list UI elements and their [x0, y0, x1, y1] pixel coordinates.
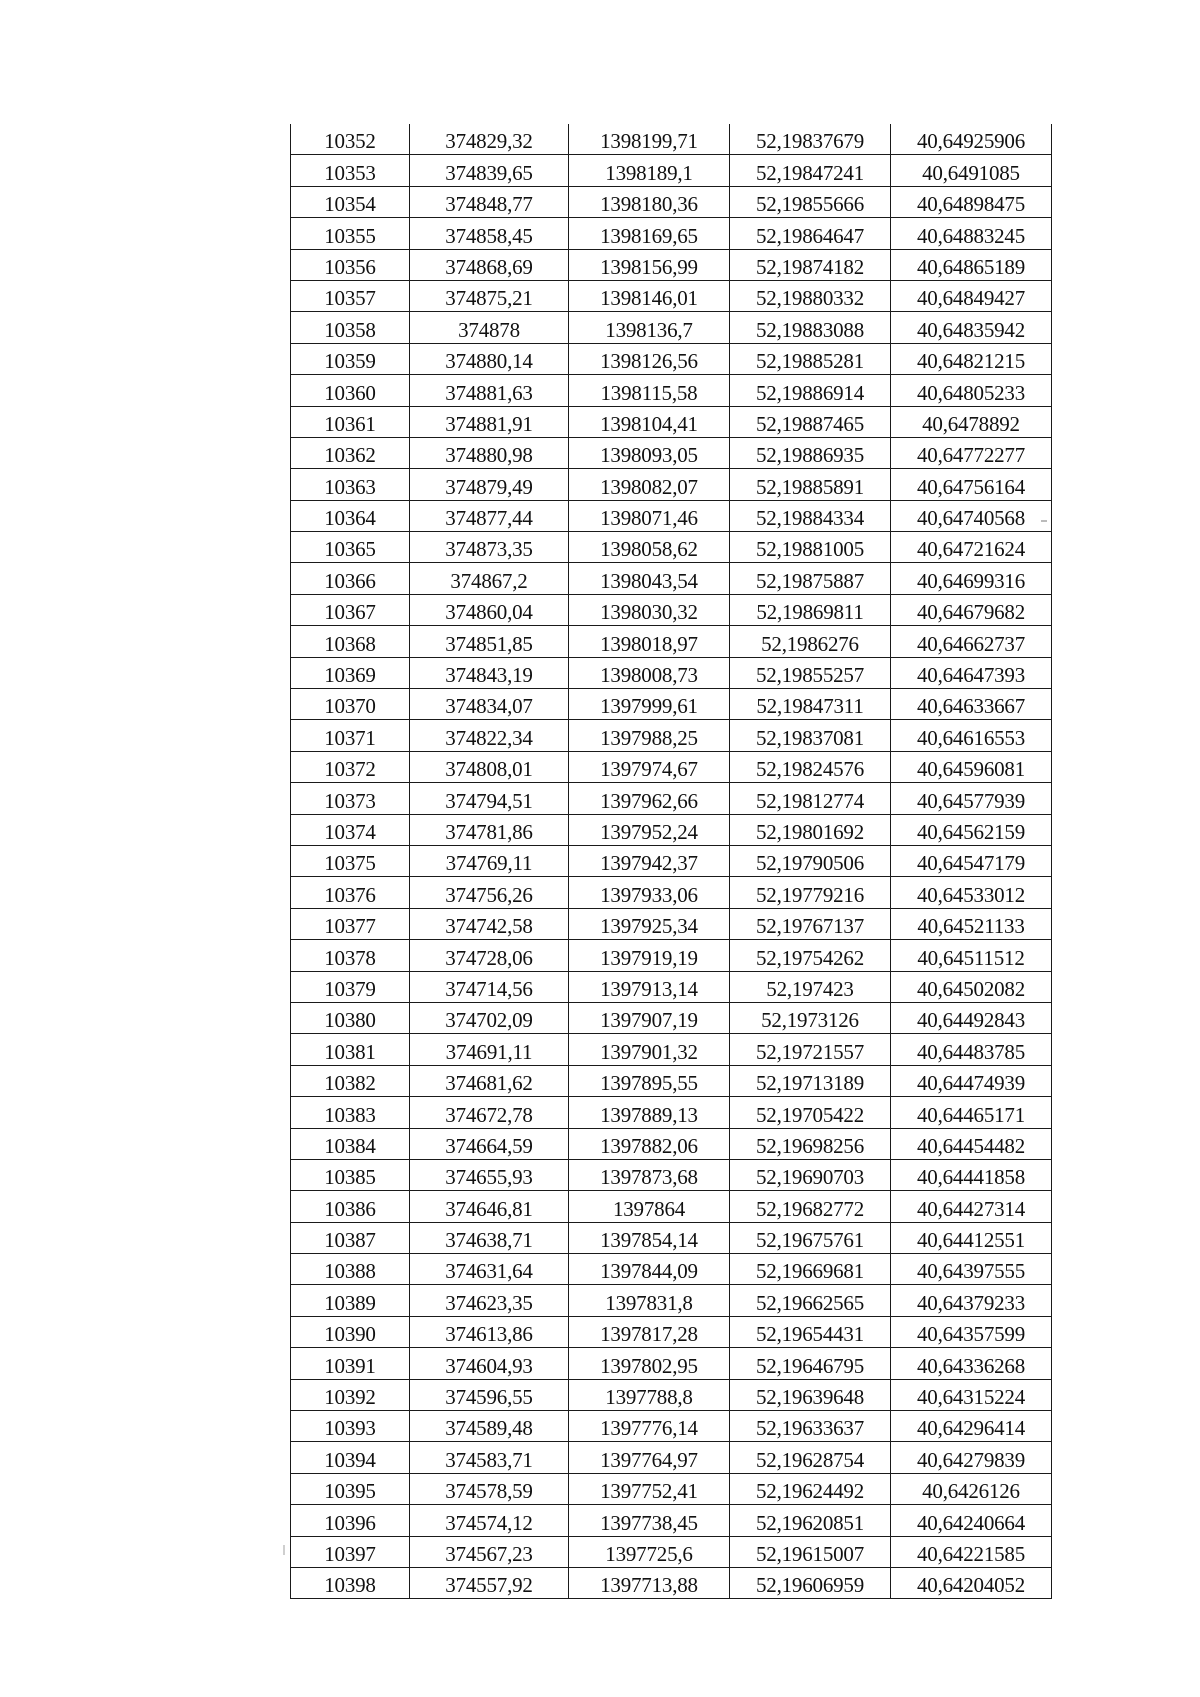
x-coordinate-cell: 374781,86 — [410, 814, 569, 845]
longitude-cell: 40,64465171 — [891, 1097, 1052, 1128]
longitude-cell: 40,64772277 — [891, 437, 1052, 468]
point-number-cell: 10361 — [291, 406, 410, 437]
y-coordinate-cell: 1397942,37 — [569, 845, 730, 876]
y-coordinate-cell: 1397873,68 — [569, 1159, 730, 1190]
x-coordinate-cell: 374655,93 — [410, 1159, 569, 1190]
table-row — [291, 155, 1052, 186]
point-number-cell: 10354 — [291, 186, 410, 217]
x-coordinate-cell: 374794,51 — [410, 783, 569, 814]
x-coordinate-cell: 374873,35 — [410, 532, 569, 563]
scan-artifact — [283, 1545, 285, 1555]
table-row — [291, 218, 1052, 249]
point-number-cell: 10379 — [291, 971, 410, 1002]
longitude-cell: 40,6478892 — [891, 406, 1052, 437]
longitude-cell: 40,64740568 — [891, 500, 1052, 531]
longitude-cell: 40,64805233 — [891, 375, 1052, 406]
x-coordinate-cell: 374834,07 — [410, 689, 569, 720]
table-row — [291, 1285, 1052, 1316]
table-row — [291, 500, 1052, 531]
y-coordinate-cell: 1398199,71 — [569, 124, 730, 155]
latitude-cell: 52,19881005 — [730, 532, 891, 563]
table-row — [291, 1034, 1052, 1065]
point-number-cell: 10393 — [291, 1411, 410, 1442]
latitude-cell: 52,19721557 — [730, 1034, 891, 1065]
longitude-cell: 40,64756164 — [891, 469, 1052, 500]
table-row — [291, 689, 1052, 720]
table-row — [291, 312, 1052, 343]
x-coordinate-cell: 374880,14 — [410, 343, 569, 374]
x-coordinate-cell: 374567,23 — [410, 1536, 569, 1567]
y-coordinate-cell: 1397913,14 — [569, 971, 730, 1002]
point-number-cell: 10365 — [291, 532, 410, 563]
longitude-cell: 40,64835942 — [891, 312, 1052, 343]
longitude-cell: 40,64616553 — [891, 720, 1052, 751]
latitude-cell: 52,19675761 — [730, 1222, 891, 1253]
y-coordinate-cell: 1398115,58 — [569, 375, 730, 406]
latitude-cell: 52,19639648 — [730, 1379, 891, 1410]
y-coordinate-cell: 1397802,95 — [569, 1348, 730, 1379]
longitude-cell: 40,64204052 — [891, 1567, 1052, 1598]
table-row — [291, 1191, 1052, 1222]
latitude-cell: 52,19864647 — [730, 218, 891, 249]
x-coordinate-cell: 374878 — [410, 312, 569, 343]
y-coordinate-cell: 1397988,25 — [569, 720, 730, 751]
y-coordinate-cell: 1398104,41 — [569, 406, 730, 437]
table-row — [291, 249, 1052, 280]
point-number-cell: 10368 — [291, 626, 410, 657]
table-row — [291, 751, 1052, 782]
longitude-cell: 40,64412551 — [891, 1222, 1052, 1253]
latitude-cell: 52,19713189 — [730, 1065, 891, 1096]
point-number-cell: 10372 — [291, 751, 410, 782]
y-coordinate-cell: 1398043,54 — [569, 563, 730, 594]
table-row — [291, 124, 1052, 155]
longitude-cell: 40,64483785 — [891, 1034, 1052, 1065]
point-number-cell: 10356 — [291, 249, 410, 280]
y-coordinate-cell: 1398146,01 — [569, 280, 730, 311]
latitude-cell: 52,19847241 — [730, 155, 891, 186]
point-number-cell: 10364 — [291, 500, 410, 531]
y-coordinate-cell: 1397933,06 — [569, 877, 730, 908]
latitude-cell: 52,19698256 — [730, 1128, 891, 1159]
x-coordinate-cell: 374672,78 — [410, 1097, 569, 1128]
table-row — [291, 1567, 1052, 1598]
x-coordinate-cell: 374681,62 — [410, 1065, 569, 1096]
x-coordinate-cell: 374848,77 — [410, 186, 569, 217]
table-row — [291, 940, 1052, 971]
latitude-cell: 52,1986276 — [730, 626, 891, 657]
latitude-cell: 52,19801692 — [730, 814, 891, 845]
latitude-cell: 52,19620851 — [730, 1505, 891, 1536]
y-coordinate-cell: 1398058,62 — [569, 532, 730, 563]
longitude-cell: 40,64454482 — [891, 1128, 1052, 1159]
x-coordinate-cell: 374557,92 — [410, 1567, 569, 1598]
point-number-cell: 10383 — [291, 1097, 410, 1128]
point-number-cell: 10355 — [291, 218, 410, 249]
y-coordinate-cell: 1398126,56 — [569, 343, 730, 374]
y-coordinate-cell: 1397952,24 — [569, 814, 730, 845]
latitude-cell: 52,19837679 — [730, 124, 891, 155]
longitude-cell: 40,64562159 — [891, 814, 1052, 845]
table-row — [291, 1002, 1052, 1033]
table-row — [291, 375, 1052, 406]
x-coordinate-cell: 374808,01 — [410, 751, 569, 782]
table-row — [291, 1097, 1052, 1128]
longitude-cell: 40,64647393 — [891, 657, 1052, 688]
longitude-cell: 40,64662737 — [891, 626, 1052, 657]
longitude-cell: 40,64240664 — [891, 1505, 1052, 1536]
latitude-cell: 52,19847311 — [730, 689, 891, 720]
y-coordinate-cell: 1397901,32 — [569, 1034, 730, 1065]
y-coordinate-cell: 1397925,34 — [569, 908, 730, 939]
y-coordinate-cell: 1398136,7 — [569, 312, 730, 343]
table-row — [291, 908, 1052, 939]
longitude-cell: 40,64502082 — [891, 971, 1052, 1002]
latitude-cell: 52,19884334 — [730, 500, 891, 531]
latitude-cell: 52,1973126 — [730, 1002, 891, 1033]
point-number-cell: 10371 — [291, 720, 410, 751]
y-coordinate-cell: 1398082,07 — [569, 469, 730, 500]
point-number-cell: 10374 — [291, 814, 410, 845]
x-coordinate-cell: 374623,35 — [410, 1285, 569, 1316]
x-coordinate-cell: 374702,09 — [410, 1002, 569, 1033]
latitude-cell: 52,19875887 — [730, 563, 891, 594]
longitude-cell: 40,64279839 — [891, 1442, 1052, 1473]
table-row — [291, 1128, 1052, 1159]
y-coordinate-cell: 1397907,19 — [569, 1002, 730, 1033]
latitude-cell: 52,19690703 — [730, 1159, 891, 1190]
table-row — [291, 626, 1052, 657]
y-coordinate-cell: 1398093,05 — [569, 437, 730, 468]
longitude-cell: 40,6426126 — [891, 1473, 1052, 1504]
latitude-cell: 52,19855257 — [730, 657, 891, 688]
latitude-cell: 52,19885891 — [730, 469, 891, 500]
x-coordinate-cell: 374829,32 — [410, 124, 569, 155]
table-row — [291, 343, 1052, 374]
point-number-cell: 10359 — [291, 343, 410, 374]
point-number-cell: 10385 — [291, 1159, 410, 1190]
longitude-cell: 40,64533012 — [891, 877, 1052, 908]
point-number-cell: 10369 — [291, 657, 410, 688]
x-coordinate-cell: 374613,86 — [410, 1316, 569, 1347]
longitude-cell: 40,64296414 — [891, 1411, 1052, 1442]
y-coordinate-cell: 1397919,19 — [569, 940, 730, 971]
longitude-cell: 40,6491085 — [891, 155, 1052, 186]
table-row — [291, 877, 1052, 908]
longitude-cell: 40,64925906 — [891, 124, 1052, 155]
x-coordinate-cell: 374742,58 — [410, 908, 569, 939]
y-coordinate-cell: 1397844,09 — [569, 1254, 730, 1285]
latitude-cell: 52,19779216 — [730, 877, 891, 908]
longitude-cell: 40,64379233 — [891, 1285, 1052, 1316]
point-number-cell: 10397 — [291, 1536, 410, 1567]
x-coordinate-cell: 374583,71 — [410, 1442, 569, 1473]
longitude-cell: 40,64883245 — [891, 218, 1052, 249]
point-number-cell: 10387 — [291, 1222, 410, 1253]
latitude-cell: 52,197423 — [730, 971, 891, 1002]
y-coordinate-cell: 1397864 — [569, 1191, 730, 1222]
latitude-cell: 52,19662565 — [730, 1285, 891, 1316]
point-number-cell: 10362 — [291, 437, 410, 468]
point-number-cell: 10367 — [291, 594, 410, 625]
longitude-cell: 40,64521133 — [891, 908, 1052, 939]
table-row — [291, 1536, 1052, 1567]
x-coordinate-cell: 374646,81 — [410, 1191, 569, 1222]
longitude-cell: 40,64898475 — [891, 186, 1052, 217]
table-row — [291, 1379, 1052, 1410]
y-coordinate-cell: 1397831,8 — [569, 1285, 730, 1316]
y-coordinate-cell: 1397962,66 — [569, 783, 730, 814]
latitude-cell: 52,19624492 — [730, 1473, 891, 1504]
table-row — [291, 1159, 1052, 1190]
table-row — [291, 1411, 1052, 1442]
x-coordinate-cell: 374664,59 — [410, 1128, 569, 1159]
latitude-cell: 52,19887465 — [730, 406, 891, 437]
latitude-cell: 52,19886914 — [730, 375, 891, 406]
x-coordinate-cell: 374589,48 — [410, 1411, 569, 1442]
latitude-cell: 52,19869811 — [730, 594, 891, 625]
longitude-cell: 40,64336268 — [891, 1348, 1052, 1379]
point-number-cell: 10358 — [291, 312, 410, 343]
table-row — [291, 594, 1052, 625]
point-number-cell: 10357 — [291, 280, 410, 311]
longitude-cell: 40,64577939 — [891, 783, 1052, 814]
latitude-cell: 52,19682772 — [730, 1191, 891, 1222]
point-number-cell: 10381 — [291, 1034, 410, 1065]
point-number-cell: 10380 — [291, 1002, 410, 1033]
longitude-cell: 40,64821215 — [891, 343, 1052, 374]
point-number-cell: 10352 — [291, 124, 410, 155]
latitude-cell: 52,19615007 — [730, 1536, 891, 1567]
x-coordinate-cell: 374877,44 — [410, 500, 569, 531]
longitude-cell: 40,64633667 — [891, 689, 1052, 720]
table-row — [291, 720, 1052, 751]
latitude-cell: 52,19628754 — [730, 1442, 891, 1473]
point-number-cell: 10386 — [291, 1191, 410, 1222]
point-number-cell: 10389 — [291, 1285, 410, 1316]
x-coordinate-cell: 374858,45 — [410, 218, 569, 249]
point-number-cell: 10382 — [291, 1065, 410, 1096]
y-coordinate-cell: 1397882,06 — [569, 1128, 730, 1159]
longitude-cell: 40,64865189 — [891, 249, 1052, 280]
x-coordinate-cell: 374578,59 — [410, 1473, 569, 1504]
latitude-cell: 52,19606959 — [730, 1567, 891, 1598]
y-coordinate-cell: 1397854,14 — [569, 1222, 730, 1253]
table-row — [291, 186, 1052, 217]
y-coordinate-cell: 1398071,46 — [569, 500, 730, 531]
table-row — [291, 971, 1052, 1002]
y-coordinate-cell: 1398030,32 — [569, 594, 730, 625]
point-number-cell: 10395 — [291, 1473, 410, 1504]
coordinates-table-body — [291, 124, 1052, 1599]
x-coordinate-cell: 374574,12 — [410, 1505, 569, 1536]
longitude-cell: 40,64474939 — [891, 1065, 1052, 1096]
longitude-cell: 40,64427314 — [891, 1191, 1052, 1222]
x-coordinate-cell: 374822,34 — [410, 720, 569, 751]
latitude-cell: 52,19669681 — [730, 1254, 891, 1285]
latitude-cell: 52,19880332 — [730, 280, 891, 311]
point-number-cell: 10363 — [291, 469, 410, 500]
table-row — [291, 657, 1052, 688]
x-coordinate-cell: 374851,85 — [410, 626, 569, 657]
x-coordinate-cell: 374880,98 — [410, 437, 569, 468]
table-row — [291, 563, 1052, 594]
point-number-cell: 10390 — [291, 1316, 410, 1347]
x-coordinate-cell: 374631,64 — [410, 1254, 569, 1285]
x-coordinate-cell: 374867,2 — [410, 563, 569, 594]
latitude-cell: 52,19705422 — [730, 1097, 891, 1128]
longitude-cell: 40,64679682 — [891, 594, 1052, 625]
point-number-cell: 10375 — [291, 845, 410, 876]
point-number-cell: 10396 — [291, 1505, 410, 1536]
table-row — [291, 1505, 1052, 1536]
longitude-cell: 40,64849427 — [891, 280, 1052, 311]
latitude-cell: 52,19837081 — [730, 720, 891, 751]
point-number-cell: 10394 — [291, 1442, 410, 1473]
latitude-cell: 52,19767137 — [730, 908, 891, 939]
y-coordinate-cell: 1398169,65 — [569, 218, 730, 249]
point-number-cell: 10353 — [291, 155, 410, 186]
table-row — [291, 1254, 1052, 1285]
x-coordinate-cell: 374714,56 — [410, 971, 569, 1002]
latitude-cell: 52,19824576 — [730, 751, 891, 782]
table-row — [291, 783, 1052, 814]
point-number-cell: 10398 — [291, 1567, 410, 1598]
point-number-cell: 10370 — [291, 689, 410, 720]
longitude-cell: 40,64221585 — [891, 1536, 1052, 1567]
point-number-cell: 10373 — [291, 783, 410, 814]
x-coordinate-cell: 374769,11 — [410, 845, 569, 876]
latitude-cell: 52,19886935 — [730, 437, 891, 468]
y-coordinate-cell: 1397713,88 — [569, 1567, 730, 1598]
x-coordinate-cell: 374691,11 — [410, 1034, 569, 1065]
x-coordinate-cell: 374860,04 — [410, 594, 569, 625]
longitude-cell: 40,64441858 — [891, 1159, 1052, 1190]
latitude-cell: 52,19790506 — [730, 845, 891, 876]
y-coordinate-cell: 1397817,28 — [569, 1316, 730, 1347]
point-number-cell: 10388 — [291, 1254, 410, 1285]
y-coordinate-cell: 1398180,36 — [569, 186, 730, 217]
y-coordinate-cell: 1397776,14 — [569, 1411, 730, 1442]
point-number-cell: 10377 — [291, 908, 410, 939]
point-number-cell: 10391 — [291, 1348, 410, 1379]
table-row — [291, 437, 1052, 468]
table-row — [291, 845, 1052, 876]
latitude-cell: 52,19633637 — [730, 1411, 891, 1442]
x-coordinate-cell: 374596,55 — [410, 1379, 569, 1410]
x-coordinate-cell: 374875,21 — [410, 280, 569, 311]
latitude-cell: 52,19654431 — [730, 1316, 891, 1347]
y-coordinate-cell: 1397752,41 — [569, 1473, 730, 1504]
y-coordinate-cell: 1397725,6 — [569, 1536, 730, 1567]
x-coordinate-cell: 374881,63 — [410, 375, 569, 406]
y-coordinate-cell: 1397788,8 — [569, 1379, 730, 1410]
table-row — [291, 1473, 1052, 1504]
table-row — [291, 1316, 1052, 1347]
table-row — [291, 1065, 1052, 1096]
y-coordinate-cell: 1397764,97 — [569, 1442, 730, 1473]
table-row — [291, 532, 1052, 563]
scan-artifact — [1041, 520, 1047, 522]
x-coordinate-cell: 374756,26 — [410, 877, 569, 908]
longitude-cell: 40,64721624 — [891, 532, 1052, 563]
x-coordinate-cell: 374604,93 — [410, 1348, 569, 1379]
longitude-cell: 40,64547179 — [891, 845, 1052, 876]
x-coordinate-cell: 374839,65 — [410, 155, 569, 186]
x-coordinate-cell: 374868,69 — [410, 249, 569, 280]
table-row — [291, 1222, 1052, 1253]
table-row — [291, 1348, 1052, 1379]
latitude-cell: 52,19885281 — [730, 343, 891, 374]
table-row — [291, 469, 1052, 500]
y-coordinate-cell: 1398018,97 — [569, 626, 730, 657]
y-coordinate-cell: 1397974,67 — [569, 751, 730, 782]
table-row — [291, 280, 1052, 311]
y-coordinate-cell: 1397889,13 — [569, 1097, 730, 1128]
point-number-cell: 10384 — [291, 1128, 410, 1159]
point-number-cell: 10360 — [291, 375, 410, 406]
x-coordinate-cell: 374881,91 — [410, 406, 569, 437]
x-coordinate-cell: 374638,71 — [410, 1222, 569, 1253]
longitude-cell: 40,64315224 — [891, 1379, 1052, 1410]
x-coordinate-cell: 374879,49 — [410, 469, 569, 500]
latitude-cell: 52,19883088 — [730, 312, 891, 343]
latitude-cell: 52,19855666 — [730, 186, 891, 217]
y-coordinate-cell: 1398156,99 — [569, 249, 730, 280]
y-coordinate-cell: 1398189,1 — [569, 155, 730, 186]
table-row — [291, 1442, 1052, 1473]
point-number-cell: 10376 — [291, 877, 410, 908]
longitude-cell: 40,64492843 — [891, 1002, 1052, 1033]
latitude-cell: 52,19874182 — [730, 249, 891, 280]
latitude-cell: 52,19646795 — [730, 1348, 891, 1379]
y-coordinate-cell: 1397999,61 — [569, 689, 730, 720]
table-row — [291, 406, 1052, 437]
point-number-cell: 10366 — [291, 563, 410, 594]
x-coordinate-cell: 374728,06 — [410, 940, 569, 971]
point-number-cell: 10392 — [291, 1379, 410, 1410]
longitude-cell: 40,64596081 — [891, 751, 1052, 782]
table-row — [291, 814, 1052, 845]
latitude-cell: 52,19812774 — [730, 783, 891, 814]
y-coordinate-cell: 1398008,73 — [569, 657, 730, 688]
longitude-cell: 40,64397555 — [891, 1254, 1052, 1285]
x-coordinate-cell: 374843,19 — [410, 657, 569, 688]
y-coordinate-cell: 1397895,55 — [569, 1065, 730, 1096]
longitude-cell: 40,64699316 — [891, 563, 1052, 594]
longitude-cell: 40,64357599 — [891, 1316, 1052, 1347]
coordinates-table — [290, 124, 1052, 1599]
point-number-cell: 10378 — [291, 940, 410, 971]
y-coordinate-cell: 1397738,45 — [569, 1505, 730, 1536]
latitude-cell: 52,19754262 — [730, 940, 891, 971]
longitude-cell: 40,64511512 — [891, 940, 1052, 971]
